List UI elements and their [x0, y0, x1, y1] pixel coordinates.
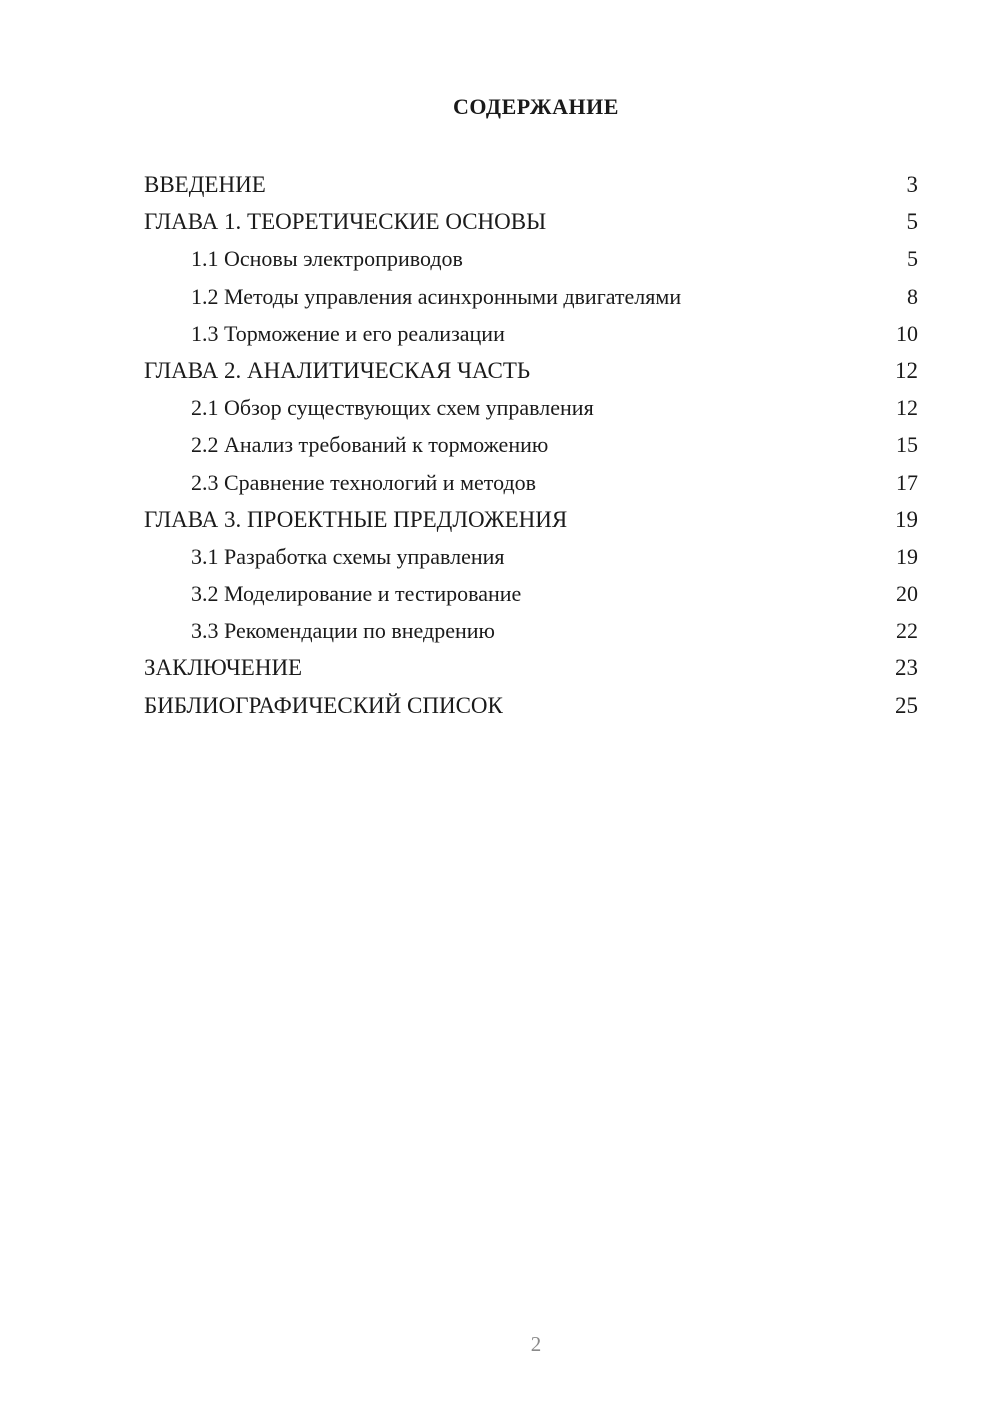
toc-entry-conclusion — [144, 649, 918, 686]
page-number: 2 — [530, 1332, 542, 1356]
toc-entry-bibliography — [144, 687, 918, 724]
toc-entry-chapter-1 — [144, 203, 918, 240]
toc-entry-section-1-1 — [144, 240, 918, 277]
toc-entry-label: 2.2 Анализ требований к торможению — [191, 432, 549, 458]
toc-entry-section-3-2 — [144, 575, 918, 612]
toc-entry-page: 12 — [896, 395, 918, 421]
toc-entry-label: 3.1 Разработка схемы управления — [191, 543, 505, 569]
toc-entry-label: ВВЕДЕНИЕ — [144, 172, 266, 197]
toc-entry-page: 22 — [896, 618, 918, 644]
toc-entry-section-3-3 — [144, 612, 918, 649]
toc-entry-introduction — [144, 166, 918, 203]
toc-entry-label: ГЛАВА 2. АНАЛИТИЧЕСКАЯ ЧАСТЬ — [144, 357, 531, 383]
toc-entry-section-2-2 — [144, 426, 918, 463]
toc-entry-page: 5 — [906, 209, 918, 235]
toc-entry-label: ЗАКЛЮЧЕНИЕ — [144, 655, 303, 681]
toc-entry-page: 3 — [906, 172, 918, 197]
toc-entry-label: 3.2 Моделирование и тестирование — [191, 581, 522, 607]
toc-entry-label: БИБЛИОГРАФИЧЕСКИЙ СПИСОК — [144, 692, 503, 718]
toc-entry-section-1-3 — [144, 315, 918, 352]
toc-entry-page: 23 — [895, 655, 918, 681]
toc-entry-label: 1.2 Методы управления асинхронными двигателями — [191, 283, 682, 309]
toc-entry-page: 19 — [896, 543, 918, 569]
toc-title: СОДЕРЖАНИЕ — [453, 94, 619, 119]
toc-entry-section-2-1 — [144, 389, 918, 426]
toc-entry-page: 5 — [907, 246, 918, 272]
toc-entry-label: 2.3 Сравнение технологий и методов — [191, 469, 537, 495]
toc-entry-label: 1.1 Основы электроприводов — [191, 246, 463, 272]
toc-entry-label: 3.3 Рекомендации по внедрению — [191, 618, 495, 644]
toc-entry-section-1-2 — [144, 278, 918, 315]
toc-entry-page: 12 — [895, 357, 918, 383]
toc-entry-chapter-2 — [144, 352, 918, 389]
toc-entry-section-3-1 — [144, 538, 918, 575]
toc-entry-label: 2.1 Обзор существующих схем управления — [191, 395, 594, 421]
table-of-contents — [144, 166, 918, 724]
toc-entry-page: 17 — [896, 469, 918, 495]
toc-entry-label: 1.3 Торможение и его реализации — [191, 320, 505, 346]
toc-entry-page: 10 — [896, 320, 918, 346]
toc-entry-page: 19 — [895, 506, 918, 532]
toc-entry-label: ГЛАВА 3. ПРОЕКТНЫЕ ПРЕДЛОЖЕНИЯ — [144, 506, 568, 532]
toc-entry-page: 25 — [895, 692, 918, 718]
toc-entry-chapter-3 — [144, 501, 918, 538]
toc-entry-page: 15 — [896, 432, 918, 458]
toc-entry-section-2-3 — [144, 464, 918, 501]
toc-entry-page: 8 — [907, 283, 918, 309]
toc-entry-label: ГЛАВА 1. ТЕОРЕТИЧЕСКИЕ ОСНОВЫ — [144, 209, 547, 235]
toc-entry-page: 20 — [896, 581, 918, 607]
